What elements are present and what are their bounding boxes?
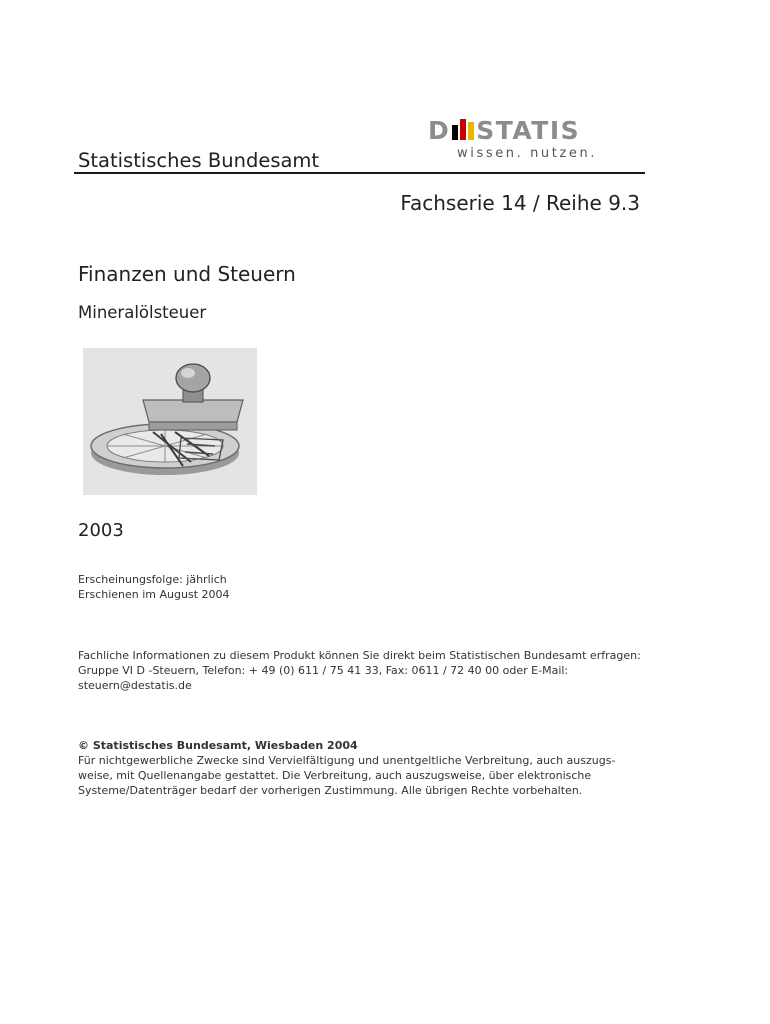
header-divider: [74, 172, 645, 174]
stamp-icon: [83, 348, 257, 495]
publication-date: Erschienen im August 2004: [78, 588, 230, 601]
logo-bar-red: [460, 119, 466, 140]
report-year: 2003: [78, 520, 124, 541]
logo-wordmark-left: D: [428, 116, 451, 145]
copyright-line-4: Systeme/Datenträger bedarf der vorherigen Zustimmung. Alle übrigen Rechte vorbehalten.: [78, 784, 583, 797]
logo-bar-black: [452, 125, 458, 140]
logo-flag-bars-icon: [452, 119, 474, 140]
logo-wordmark-right: STATIS: [476, 116, 581, 145]
page-title: Finanzen und Steuern: [78, 262, 296, 286]
copyright-heading: © Statistisches Bundesamt, Wiesbaden 2004: [78, 739, 358, 752]
contact-info: [78, 648, 641, 693]
cover-image: [83, 348, 257, 495]
organisation-name: Statistisches Bundesamt: [78, 149, 320, 172]
contact-line-2: Gruppe VI D -Steuern, Telefon: + 49 (0) 611 / 75 41 33, Fax: 0611 / 72 40 00 oder E-Mail:: [78, 664, 569, 677]
destatis-logo: [428, 116, 610, 164]
logo-bar-gold: [468, 122, 474, 140]
publication-info: [78, 572, 230, 602]
publication-frequency: Erscheinungsfolge: jährlich: [78, 573, 227, 586]
logo-tagline: wissen. nutzen.: [457, 146, 598, 161]
copyright-notice: [78, 738, 615, 798]
series-number: Fachserie 14 / Reihe 9.3: [400, 191, 640, 215]
logo-wordmark: [428, 116, 580, 146]
copyright-line-3: weise, mit Quellenangabe gestattet. Die Verbreitung, auch auszugsweise, über elektronische: [78, 769, 592, 782]
page-subtitle: Mineralölsteuer: [78, 303, 207, 322]
contact-line-1: Fachliche Informationen zu diesem Produkt können Sie direkt beim Statistischen Bundesamt erfragen:: [78, 649, 641, 662]
copyright-line-2: Für nichtgewerbliche Zwecke sind Vervielfältigung und unentgeltliche Verbreitung, auch auszugs-: [78, 754, 616, 767]
contact-email: steuern@destatis.de: [78, 679, 192, 692]
